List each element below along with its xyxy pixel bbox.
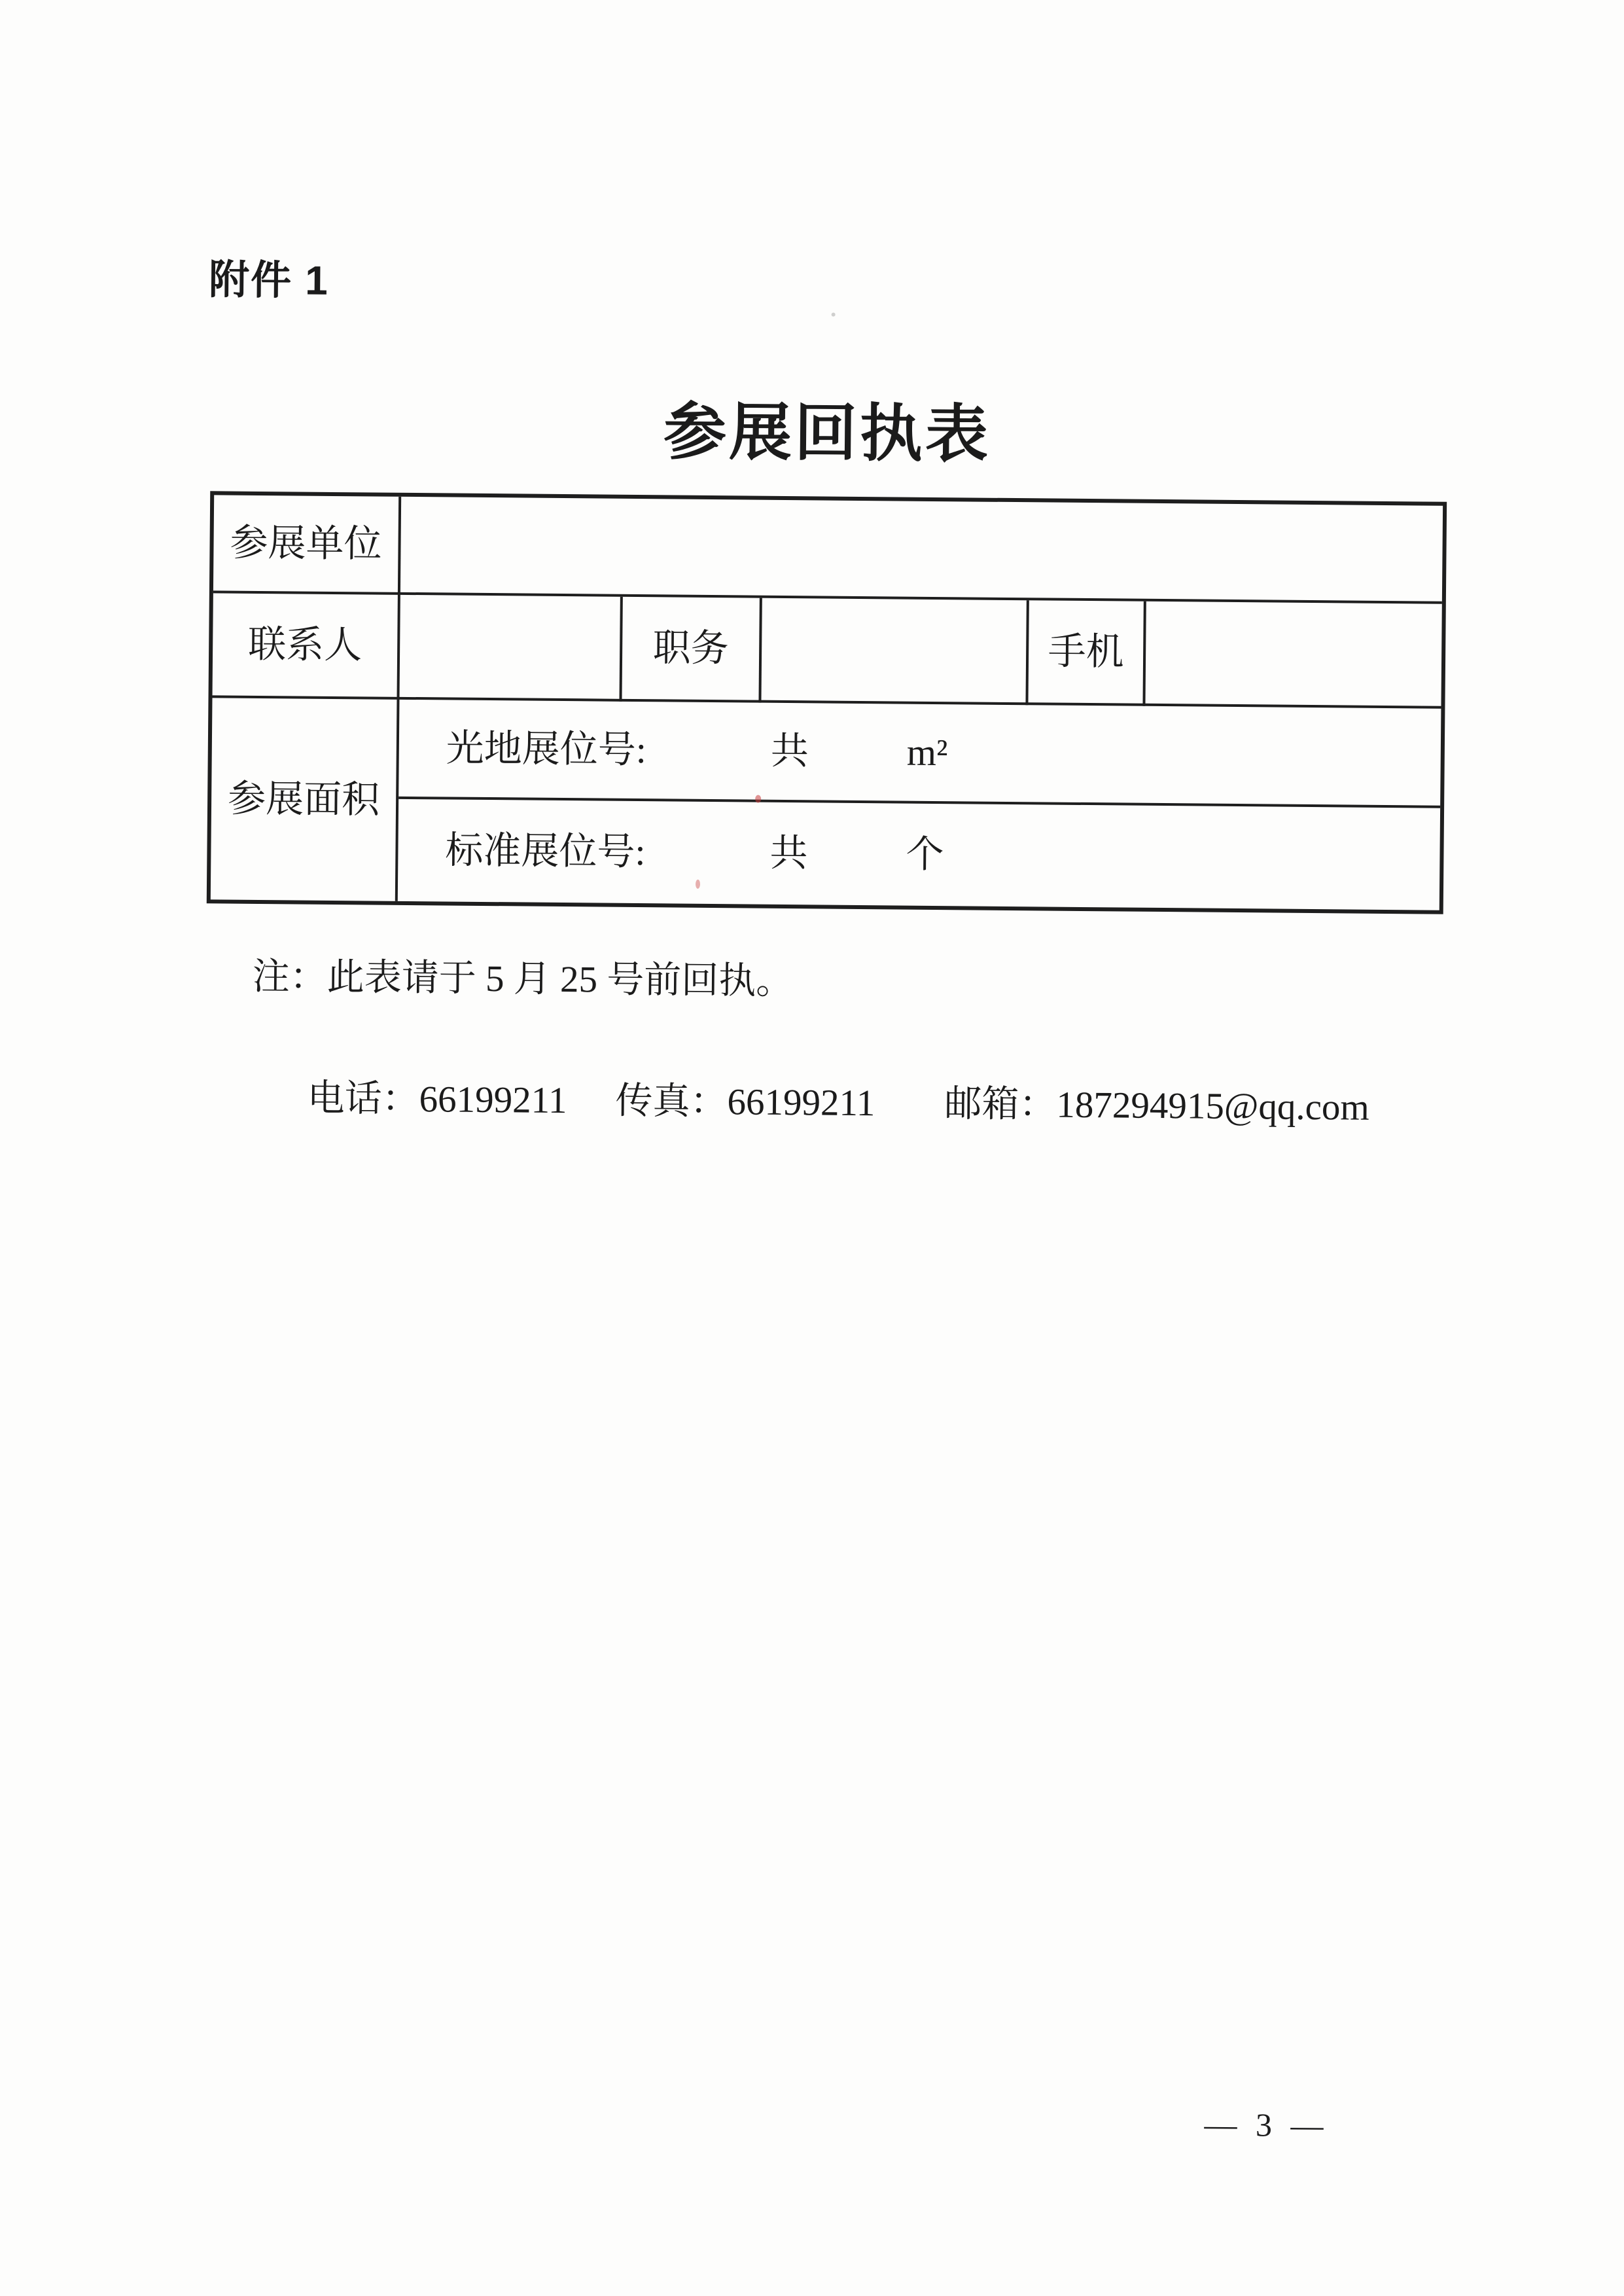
position-value-cell [761,598,1029,706]
area-label-cell: 参展面积 [211,698,400,901]
standard-booth-total-label: 共 [769,831,808,875]
scan-speck [755,795,761,803]
remark-note: 注：此表请于 5 月 25 号前回执。 [252,956,794,1003]
reply-form-table [207,491,1447,914]
page-number: — 3 — [1204,2106,1329,2144]
position-label-cell: 职务 [622,597,762,703]
email-label: 邮箱： [944,1083,1057,1126]
fax-value: 66199211 [727,1081,875,1124]
scan-speck [832,313,836,317]
unit-label-cell: 参展单位 [213,495,401,594]
contact-info-line [251,1025,1369,1174]
unit-value-cell [400,497,1443,604]
standard-booth-unit: 个 [906,833,944,876]
standard-booth-row [398,799,1440,910]
raw-space-row [398,700,1441,808]
attachment-label: 附件 1 [208,257,330,304]
email-value: 187294915@qq.com [1056,1084,1370,1128]
raw-space-total-label: 共 [770,729,809,773]
page-title: 参展回执表 [663,397,991,470]
raw-space-label: 光地展位号: [446,726,647,772]
phone-label: 电话： [307,1077,419,1121]
mobile-label-cell: 手机 [1028,600,1146,706]
raw-space-unit: m² [906,730,948,774]
contact-label-cell: 联系人 [212,593,400,699]
mobile-value-cell [1145,601,1441,709]
contact-value-cell [399,595,622,702]
standard-booth-label: 标准展位号: [445,829,646,874]
phone-value: 66199211 [419,1079,567,1122]
fax-label: 传真： [615,1080,728,1123]
